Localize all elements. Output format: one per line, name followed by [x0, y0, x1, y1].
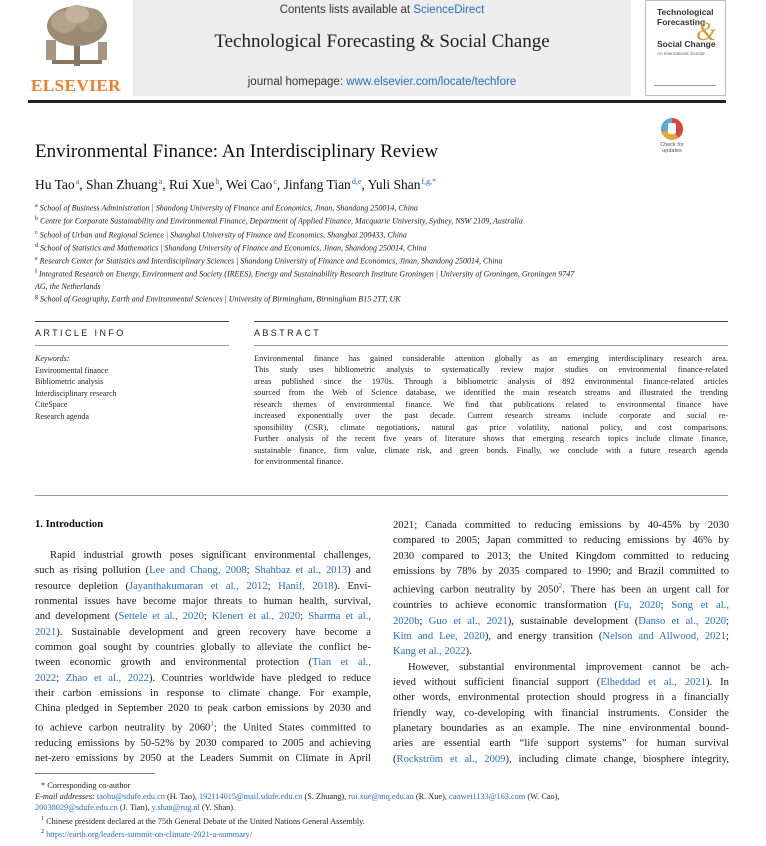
affiliation [35, 201, 655, 214]
citation-link[interactable]: Nelson and Allwood, 2021 [602, 630, 727, 642]
body-line: compared to 2005; Japan committed to reducing emissions by 46% by [393, 535, 729, 547]
keyword: Bibliometric analysis [35, 377, 104, 386]
body-line: common goal sought by countries globally to alleviate the conflict be- [35, 642, 371, 654]
author-name[interactable]: Wei Cao [225, 177, 273, 192]
journal-banner [133, 0, 631, 96]
affiliation-list [35, 201, 655, 305]
affiliation-mark: f [35, 269, 37, 276]
citation-link[interactable]: 2022 [35, 672, 57, 684]
author-name[interactable]: Shan Zhuang [86, 177, 158, 192]
body-line: resource depletion (Jayanthakumaran et al., 2012; Hanif, 2018). Envi- [35, 580, 371, 592]
body-line: Kim and Lee, 2020), and energy transition (Nelson and Allwood, 2021; [393, 630, 729, 642]
citation-link[interactable]: Hanif, 2018 [278, 580, 334, 592]
body-line: countries to achieve economic transformation (Fu, 2020; Song et al., [393, 600, 729, 612]
citation-link[interactable]: Kang et al., 2022 [393, 646, 466, 658]
citation-link[interactable]: Song et al., [671, 600, 729, 612]
author-affiliation-mark[interactable]: f,g,* [421, 177, 437, 186]
citation-link[interactable]: Jayanthakumaran et al., 2012 [128, 580, 268, 592]
affiliation-mark: c [35, 229, 38, 236]
affiliation [35, 228, 655, 241]
email-link[interactable]: rui.xue@mq.edu.au [348, 792, 414, 802]
affiliation [35, 267, 655, 280]
corresponding-author-note: * Corresponding co-author [41, 781, 131, 790]
affiliation-text: Research Center for Statistics and Interdisciplinary Sciences | Shandong University of Finance and Economics, Jinan, Shandong 250014, China [39, 256, 503, 266]
citation-link[interactable]: 2020b [393, 615, 420, 627]
email-line-2: 20038029@sdufe.edu.cn (J. Tian), y.shan@rug.nl (Y. Shan). [35, 803, 236, 813]
article-title: Environmental Finance: An Interdisciplinary Review [35, 141, 439, 162]
abstract-bottom-rule [35, 495, 728, 496]
author-affiliation-mark[interactable]: c [273, 177, 277, 186]
body-line: net-zero emissions by 2050 at the Leaders Summit on Climate in April [35, 753, 371, 764]
journal-homepage-link[interactable]: www.elsevier.com/locate/techfore [346, 76, 517, 88]
body-left-column [35, 548, 371, 766]
body-line: tween economic growth and environmental protection (Tian et al., [35, 657, 371, 669]
keyword: Research agenda [35, 411, 89, 421]
body-line: planetary boundaries as an example. The nine environmental bound- [393, 723, 729, 734]
email-link[interactable]: y.shan@rug.nl [151, 803, 200, 813]
abstract-text [254, 353, 728, 468]
elsevier-logo[interactable] [28, 2, 124, 94]
affiliation [35, 292, 655, 305]
footnote-ref[interactable]: 2 [558, 582, 563, 591]
affiliation-mark: g [35, 294, 38, 301]
abstract-line: for environmental finance. [254, 457, 344, 467]
article-info-subrule [35, 345, 229, 346]
body-line: 2021). Sustainable development and green recovery have become a [35, 626, 371, 638]
affiliation-text: School of Statistics and Mathematics | Shandong University of Finance and Economics, Jinan, Shandong 250014, China [40, 243, 427, 253]
body-line: achieving carbon neutrality by 2050$^2$. There has been an urgent call for [393, 582, 729, 596]
abstract-line: areas published since the 1970s. Through a bibliometric analysis of 892 environmental finance-related articles [254, 376, 728, 386]
cover-subtitle: Social Change [657, 39, 716, 49]
body-line: reducing emissions by 50-52% by 2030 compared to 2005 and achieving [35, 737, 371, 749]
footnote-rule [35, 773, 155, 774]
affiliation-mark: e [35, 256, 38, 262]
footnote-2-link[interactable]: https://earth.org/leaders-summit-on-climate-2021-a-summary/ [46, 829, 253, 839]
abstract-line: Further analysis of the recent five years of literature shows that emerging research topics include climate finance, [254, 434, 728, 444]
email-link[interactable]: taohu@sdufe.edu.cn [96, 792, 165, 802]
abstract-line: Environmental finance has gained considerable attention globally as an emerging interdisciplinary research area. [254, 354, 728, 363]
article-info-heading: ARTICLE INFO [35, 328, 126, 338]
keywords-block [35, 353, 225, 422]
keyword: Environmental finance [35, 365, 109, 375]
footnote-1: $^1$ Chinese president declared at the 75th General Debate of the United Nations General Assembly. [41, 815, 365, 826]
author-name[interactable]: Hu Tao [35, 177, 75, 192]
citation-link[interactable]: Rockström et al., 2009 [396, 753, 506, 765]
check-for-updates-button[interactable] [651, 118, 693, 158]
header-rule [28, 100, 726, 103]
journal-header [0, 0, 766, 100]
footnotes [35, 780, 735, 840]
body-line: and development (Settele et al., 2020; Klenert et al., 2020; Sharma et al., [35, 611, 371, 623]
affiliation-text: School of Geography, Earth and Environmental Sciences | University of Birmingham, Birmingham B15 2TT, UK [40, 294, 401, 304]
email-link[interactable]: 192114015@mail.sdufe.edu.cn [199, 792, 303, 802]
body-line: 2020b; Guo et al., 2021), sustainable development (Danso et al., 2020; [393, 615, 730, 627]
abstract-rule [254, 321, 728, 322]
body-right-column [393, 518, 729, 767]
email-line-1: E-mail addresses: taohu@sdufe.edu.cn (H. Tao), 192114015@mail.sdufe.edu.cn (S. Zhuang), rui.xue@mq.edu.au (R. Xue), caowei1133@163.com (W. Cao), [35, 792, 560, 802]
abstract-line: sourced from the Web of Science database, we identified the main research streams and illustrated the trending [254, 388, 728, 398]
affiliation-text: Integrated Research on Energy, Environment and Society (IREES), Energy and Sustainability Research Institute Groningen | University of Groningen, Groningen 9747 [39, 269, 575, 279]
abstract-line: This study uses bibliometric analysis to systematically review major studies on environmental finance-related [254, 365, 728, 375]
cover-divider [654, 85, 716, 86]
body-line: 2021; Canada committed to reducing emissions by 40-45% by 2030 [393, 520, 729, 531]
citation-link[interactable]: Danso et al., 2020 [638, 615, 727, 627]
body-line: other words, environmental protection should progress in a financially [393, 692, 729, 704]
email-link[interactable]: caowei1133@163.com [449, 792, 526, 802]
citation-link[interactable]: Elheddad et al., 2021 [600, 676, 707, 688]
body-line: Kang et al., 2022). [393, 646, 472, 658]
contents-line: Contents lists available at ScienceDirect [279, 4, 485, 16]
citation-link[interactable]: Shahbaz et al., 2013 [254, 565, 348, 577]
author-affiliation-mark[interactable]: a [158, 177, 163, 186]
citation-link[interactable]: Lee and Chang, 2008 [149, 565, 247, 577]
publisher-name: ELSEVIER [31, 76, 121, 95]
cover-ampersand: & [696, 17, 717, 46]
citation-link[interactable]: Kim and Lee, 2020 [393, 630, 485, 642]
email-link[interactable]: 20038029@sdufe.edu.cn [35, 803, 118, 813]
author-name[interactable]: Rui Xue [168, 177, 215, 192]
affiliation-text: School of Urban and Regional Science | Shanghai University of Finance and Economics, Shanghai 200433, China [39, 230, 407, 240]
body-line: such as rising pollution (Lee and Chang, 2008; Shahbaz et al., 2013) and [35, 565, 371, 577]
affiliation [35, 254, 655, 267]
body-line: 2022; Zhao et al., 2022). Countries worldwide have pledged to reduce [35, 672, 371, 684]
affiliation [35, 281, 655, 293]
abstract-line: increased exponentially over the past decade. Current research streams include corporate and social re- [254, 411, 728, 421]
author-name[interactable]: Jinfang Tian [283, 177, 351, 192]
author-affiliation-mark[interactable]: a [75, 177, 80, 186]
abstract-line: research themes of environmental finance. We find that publications related to environmental finance have [254, 399, 728, 409]
body-line: 2030 compared to 2013; the United Kingdom committed to reducing [393, 550, 729, 562]
cover-small-text: An International Journal [657, 51, 705, 56]
cover-title: Technological Forecasting [657, 7, 714, 27]
affiliation-mark: a [35, 203, 38, 209]
journal-title: Technological Forecasting & Social Change [214, 31, 550, 52]
footnote-ref[interactable]: 1 [210, 719, 214, 728]
affiliation [35, 214, 655, 227]
footnote-2: $^2$ https://earth.org/leaders-summit-on-climate-2021-a-summary/ [41, 828, 253, 839]
citation-link[interactable]: Zhao et al., 2022 [65, 672, 149, 684]
body-line: aries are essential earth “life support systems” for human survival [393, 738, 729, 750]
elsevier-tree-icon [42, 2, 112, 70]
affiliation-text: Centre for Corporate Sustainability and Environmental Finance, Department of Applied Finance, Macquarie University, Sydney, NSW 2109, Australia [40, 216, 523, 226]
citation-link[interactable]: Sharma et al., [308, 611, 371, 623]
abstract-subrule [254, 345, 728, 346]
citation-link[interactable]: Settele et al., 2020 [118, 611, 204, 623]
author-affiliation-mark[interactable]: b [215, 177, 220, 186]
body-line: emissions by 78% by 2035 compared to 1990; and Brazil committed to [393, 566, 729, 578]
body-line: to achieve carbon neutrality by 2060$^1$; the United States committed to [35, 719, 371, 734]
abstract-heading: ABSTRACT [254, 328, 322, 338]
author-list: Hu Tao$^a$, Shan Zhuang$^a$, Rui Xue$^b$, Wei Cao$^c$, Jinfang Tian$^{d,e}$, Yuli Shan$^{f,g,*}$ [35, 177, 437, 192]
bookmark-icon [668, 123, 676, 134]
body-line: ieved without sufficient financial support (Elheddad et al., 2021). In [393, 676, 729, 688]
keyword: Interdisciplinary research [35, 388, 117, 398]
abstract-line: sustainable finance, firm value, climate risk, and green bonds. Finally, we conclude with a future research agenda [254, 445, 728, 455]
check-updates-label: Check for updates [660, 142, 684, 154]
body-line: (Rockström et al., 2009), including climate change, biosphere integrity, [393, 753, 729, 765]
affiliation [35, 241, 655, 254]
affiliation-mark: b [35, 216, 38, 223]
homepage-line: journal homepage: www.elsevier.com/locate/techfore [247, 76, 517, 88]
body-line: ronmental issues have become major threats to human health, survival, [35, 596, 371, 608]
body-line: However, substantial environmental improvement cannot be ach- [408, 661, 729, 673]
affiliation-text: School of Business Administration | Shandong University of Finance and Economics, Jinan, Shandong 250014, China [39, 203, 418, 213]
keywords-label: Keywords: [35, 354, 70, 363]
keyword: CiteSpace [35, 400, 68, 409]
citation-link[interactable]: Fu, 2020 [617, 600, 661, 612]
affiliation-mark: d [35, 242, 38, 249]
affiliation-text: AG, the Netherlands [35, 281, 101, 291]
citation-link[interactable]: Klenert et al., 2020 [211, 611, 301, 623]
citation-link[interactable]: Guo et al., 2021 [428, 615, 508, 627]
body-line: Rapid industrial growth poses significant environmental challenges, [50, 550, 371, 561]
section-title-introduction: 1. Introduction [35, 519, 104, 530]
article-info-rule [35, 321, 229, 322]
sciencedirect-link[interactable]: ScienceDirect [413, 4, 485, 16]
body-line: China pledged in September 2020 to peak carbon emissions by 2030 and [35, 703, 371, 715]
body-line: their carbon emissions in response to climate change. For example, [35, 688, 371, 700]
body-line: friendly way, co-developing with financial instruments. Consider the [393, 707, 729, 719]
citation-link[interactable]: 2021 [35, 626, 57, 638]
author-affiliation-mark[interactable]: d,e [351, 177, 362, 186]
journal-cover-thumbnail[interactable] [645, 0, 726, 96]
citation-link[interactable]: Tian et al., [312, 657, 371, 669]
author-name[interactable]: Yuli Shan [367, 177, 421, 192]
abstract-line: sponsibility (CSR), climate negotiations, natural gas price volatility, national policy, and cost comparisons. [254, 422, 728, 432]
